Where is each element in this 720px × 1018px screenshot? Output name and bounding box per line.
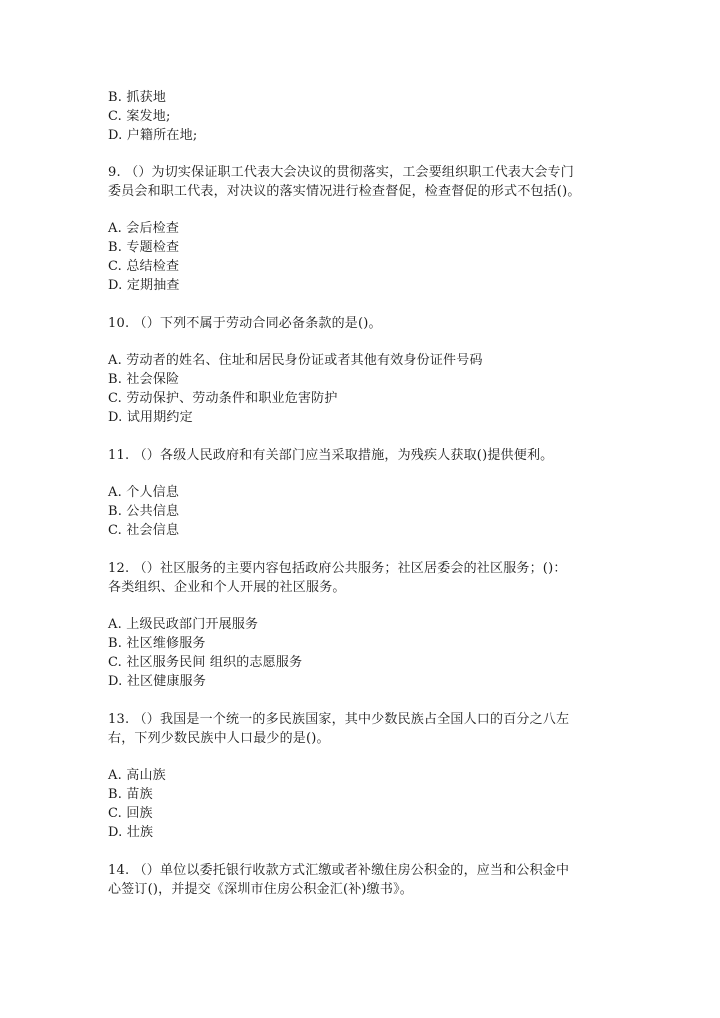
option-text: C. 案发地; [108, 109, 171, 124]
question-stem: 13. （）我国是一个统一的多民族国家，其中少数民族占全国人口的百分之八左 [108, 712, 570, 727]
option-text: C. 劳动保护、劳动条件和职业危害防护 [108, 391, 338, 406]
option-text: D. 社区健康服务 [108, 674, 207, 689]
option-text: A. 个人信息 [108, 485, 180, 500]
option-text: B. 专题检查 [108, 240, 180, 255]
question-stem: 14. （）单位以委托银行收款方式汇缴或者补缴住房公积金的，应当和公积金中 [108, 863, 570, 878]
option-text: D. 壮族 [108, 825, 154, 840]
option-text: A. 上级民政部门开展服务 [108, 617, 259, 632]
option-text: B. 社区维修服务 [108, 636, 206, 651]
question-stem: 11. （）各级人民政府和有关部门应当采取措施，为残疾人获取()提供便利。 [108, 448, 554, 463]
option-text: B. 抓获地 [108, 90, 167, 105]
option-text: B. 苗族 [108, 787, 153, 802]
option-text: C. 总结检查 [108, 259, 180, 274]
question-stem: 心签订()，并提交《深圳市住房公积金汇(补)缴书》。 [108, 882, 413, 897]
option-text: A. 高山族 [108, 768, 166, 783]
option-text: D. 户籍所在地; [108, 128, 198, 143]
option-text: D. 试用期约定 [108, 410, 193, 425]
option-text: A. 会后检查 [108, 221, 180, 236]
option-text: B. 公共信息 [108, 504, 180, 519]
option-text: C. 回族 [108, 806, 153, 821]
question-stem: 12. （）社区服务的主要内容包括政府公共服务；社区居委会的社区服务；()： [108, 561, 567, 576]
option-text: C. 社区服务民间 组织的志愿服务 [108, 655, 303, 670]
option-text: A. 劳动者的姓名、住址和居民身份证或者其他有效身份证件号码 [108, 353, 483, 368]
option-text: B. 社会保险 [108, 372, 180, 387]
question-stem: 10. （）下列不属于劳动合同必备条款的是()。 [108, 316, 382, 331]
option-text: D. 定期抽查 [108, 278, 180, 293]
question-stem: 9. （）为切实保证职工代表大会决议的贯彻落实，工会要组织职工代表大会专门 [108, 165, 574, 180]
question-stem: 各类组织、企业和个人开展的社区服务。 [108, 580, 346, 595]
option-text: C. 社会信息 [108, 523, 180, 538]
question-stem: 委员会和职工代表，对决议的落实情况进行检查督促，检查督促的形式不包括()。 [108, 184, 581, 199]
question-stem: 右，下列少数民族中人口最少的是()。 [108, 731, 330, 746]
